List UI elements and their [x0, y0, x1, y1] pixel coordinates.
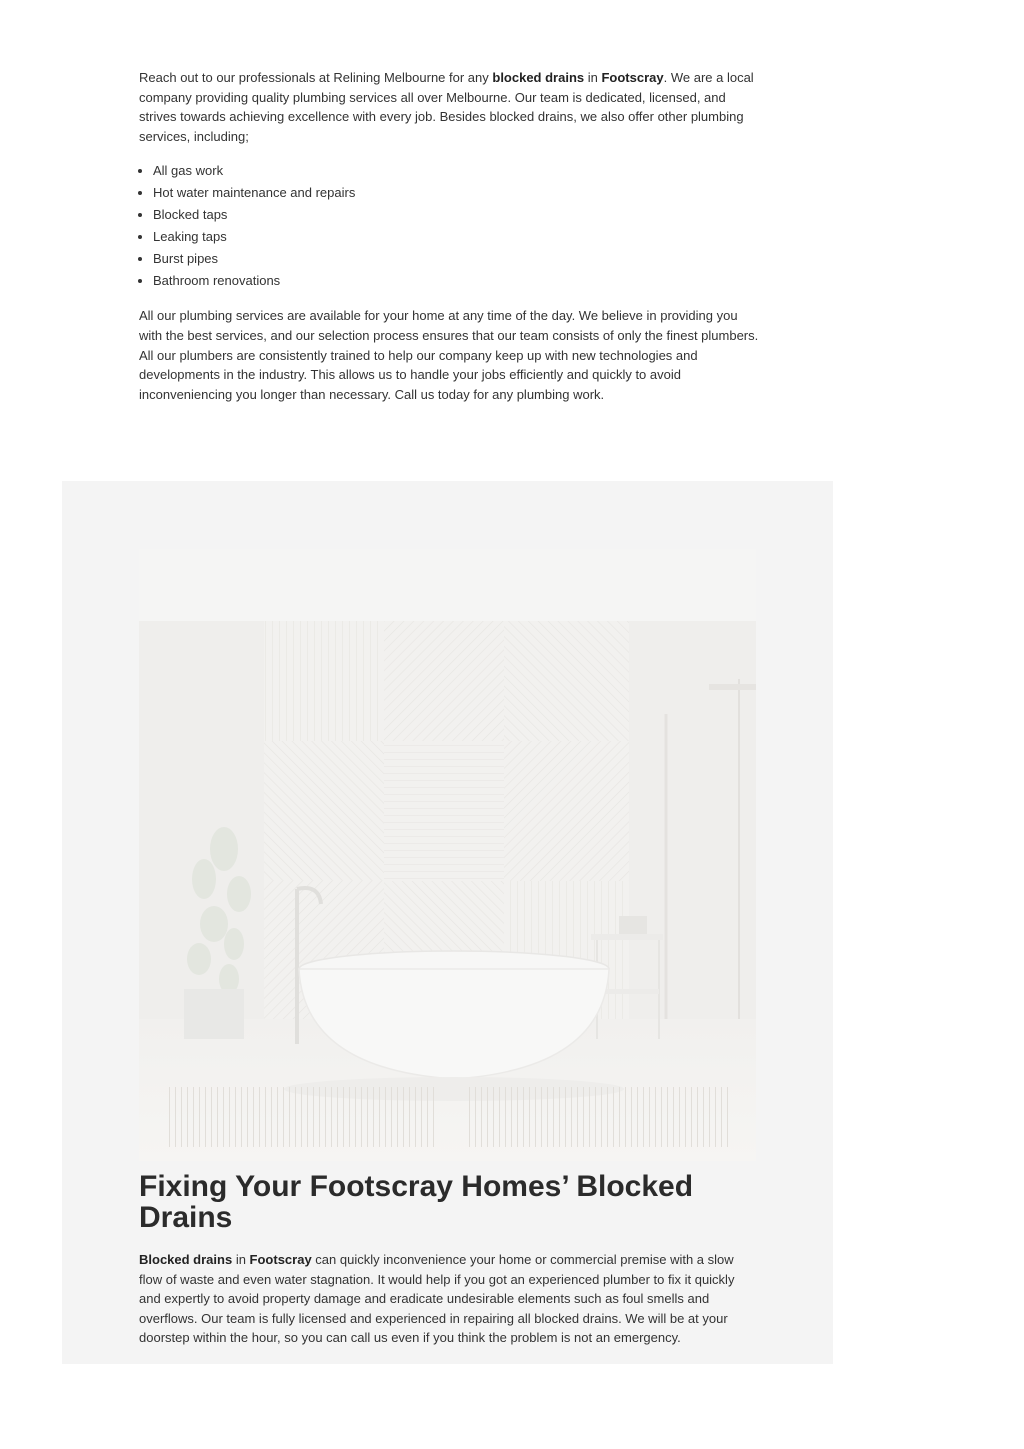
intro-section [139, 68, 759, 404]
bathroom-photo [139, 549, 756, 1161]
intro-text: Reach out to our professionals at Relining Melbourne for any [139, 70, 493, 85]
section-text: can quickly inconvenience your home or commercial premise with a slow flow of waste and even water stagnation. It would help if you got an experienced plumber to fix it quickly and expertly to avoid property damage and eradicate undesirable elements such as foul smells and overflows. Our team is fully licensed and experienced in repairing all blocked drains. We will be at your doorstep within the hour, so you can call us even if you think the problem is not an emergency. [139, 1252, 735, 1346]
services-paragraph: All our plumbing services are available for your home at any time of the day. We believe in providing you with the best services, and our selection process ensures that our team consists of only the finest plumbers. All our plumbers are consistently trained to help our company keep up with new technologies and developments in the industry. This allows us to handle your jobs efficiently and quickly to avoid inconveniencing you longer than necessary. Call us today for any plumbing work. [139, 308, 759, 402]
intro-text: . We are a local company providing quality plumbing services all over Melbourne. Our team is dedicated, licensed, and strives towards achieving excellence with every job. Besides blocked drains, we also offer other plumbing services, including; [139, 70, 754, 144]
list-item: • Leaking taps [153, 226, 759, 248]
list-item: • All gas work [153, 160, 759, 182]
list-item: • Burst pipes [153, 248, 759, 270]
keyword-blocked-drains: Blocked drains [139, 1252, 233, 1267]
section-text: in [232, 1252, 250, 1267]
section-paragraph [139, 1250, 759, 1348]
intro-paragraph [139, 68, 759, 146]
section-heading: Fixing Your Footscray Homes’ Blocked Drains [139, 1170, 694, 1234]
keyword-footscray: Footscray [249, 1252, 312, 1267]
intro-text: in [584, 70, 602, 85]
keyword-footscray: Footscray [601, 70, 664, 85]
services-list [139, 160, 759, 292]
blocked-drains-section [62, 481, 833, 1364]
list-item: • Blocked taps [153, 204, 759, 226]
list-item: • Bathroom renovations [153, 270, 759, 292]
list-item: • Hot water maintenance and repairs [153, 182, 759, 204]
keyword-blocked-drains: blocked drains [492, 70, 585, 85]
